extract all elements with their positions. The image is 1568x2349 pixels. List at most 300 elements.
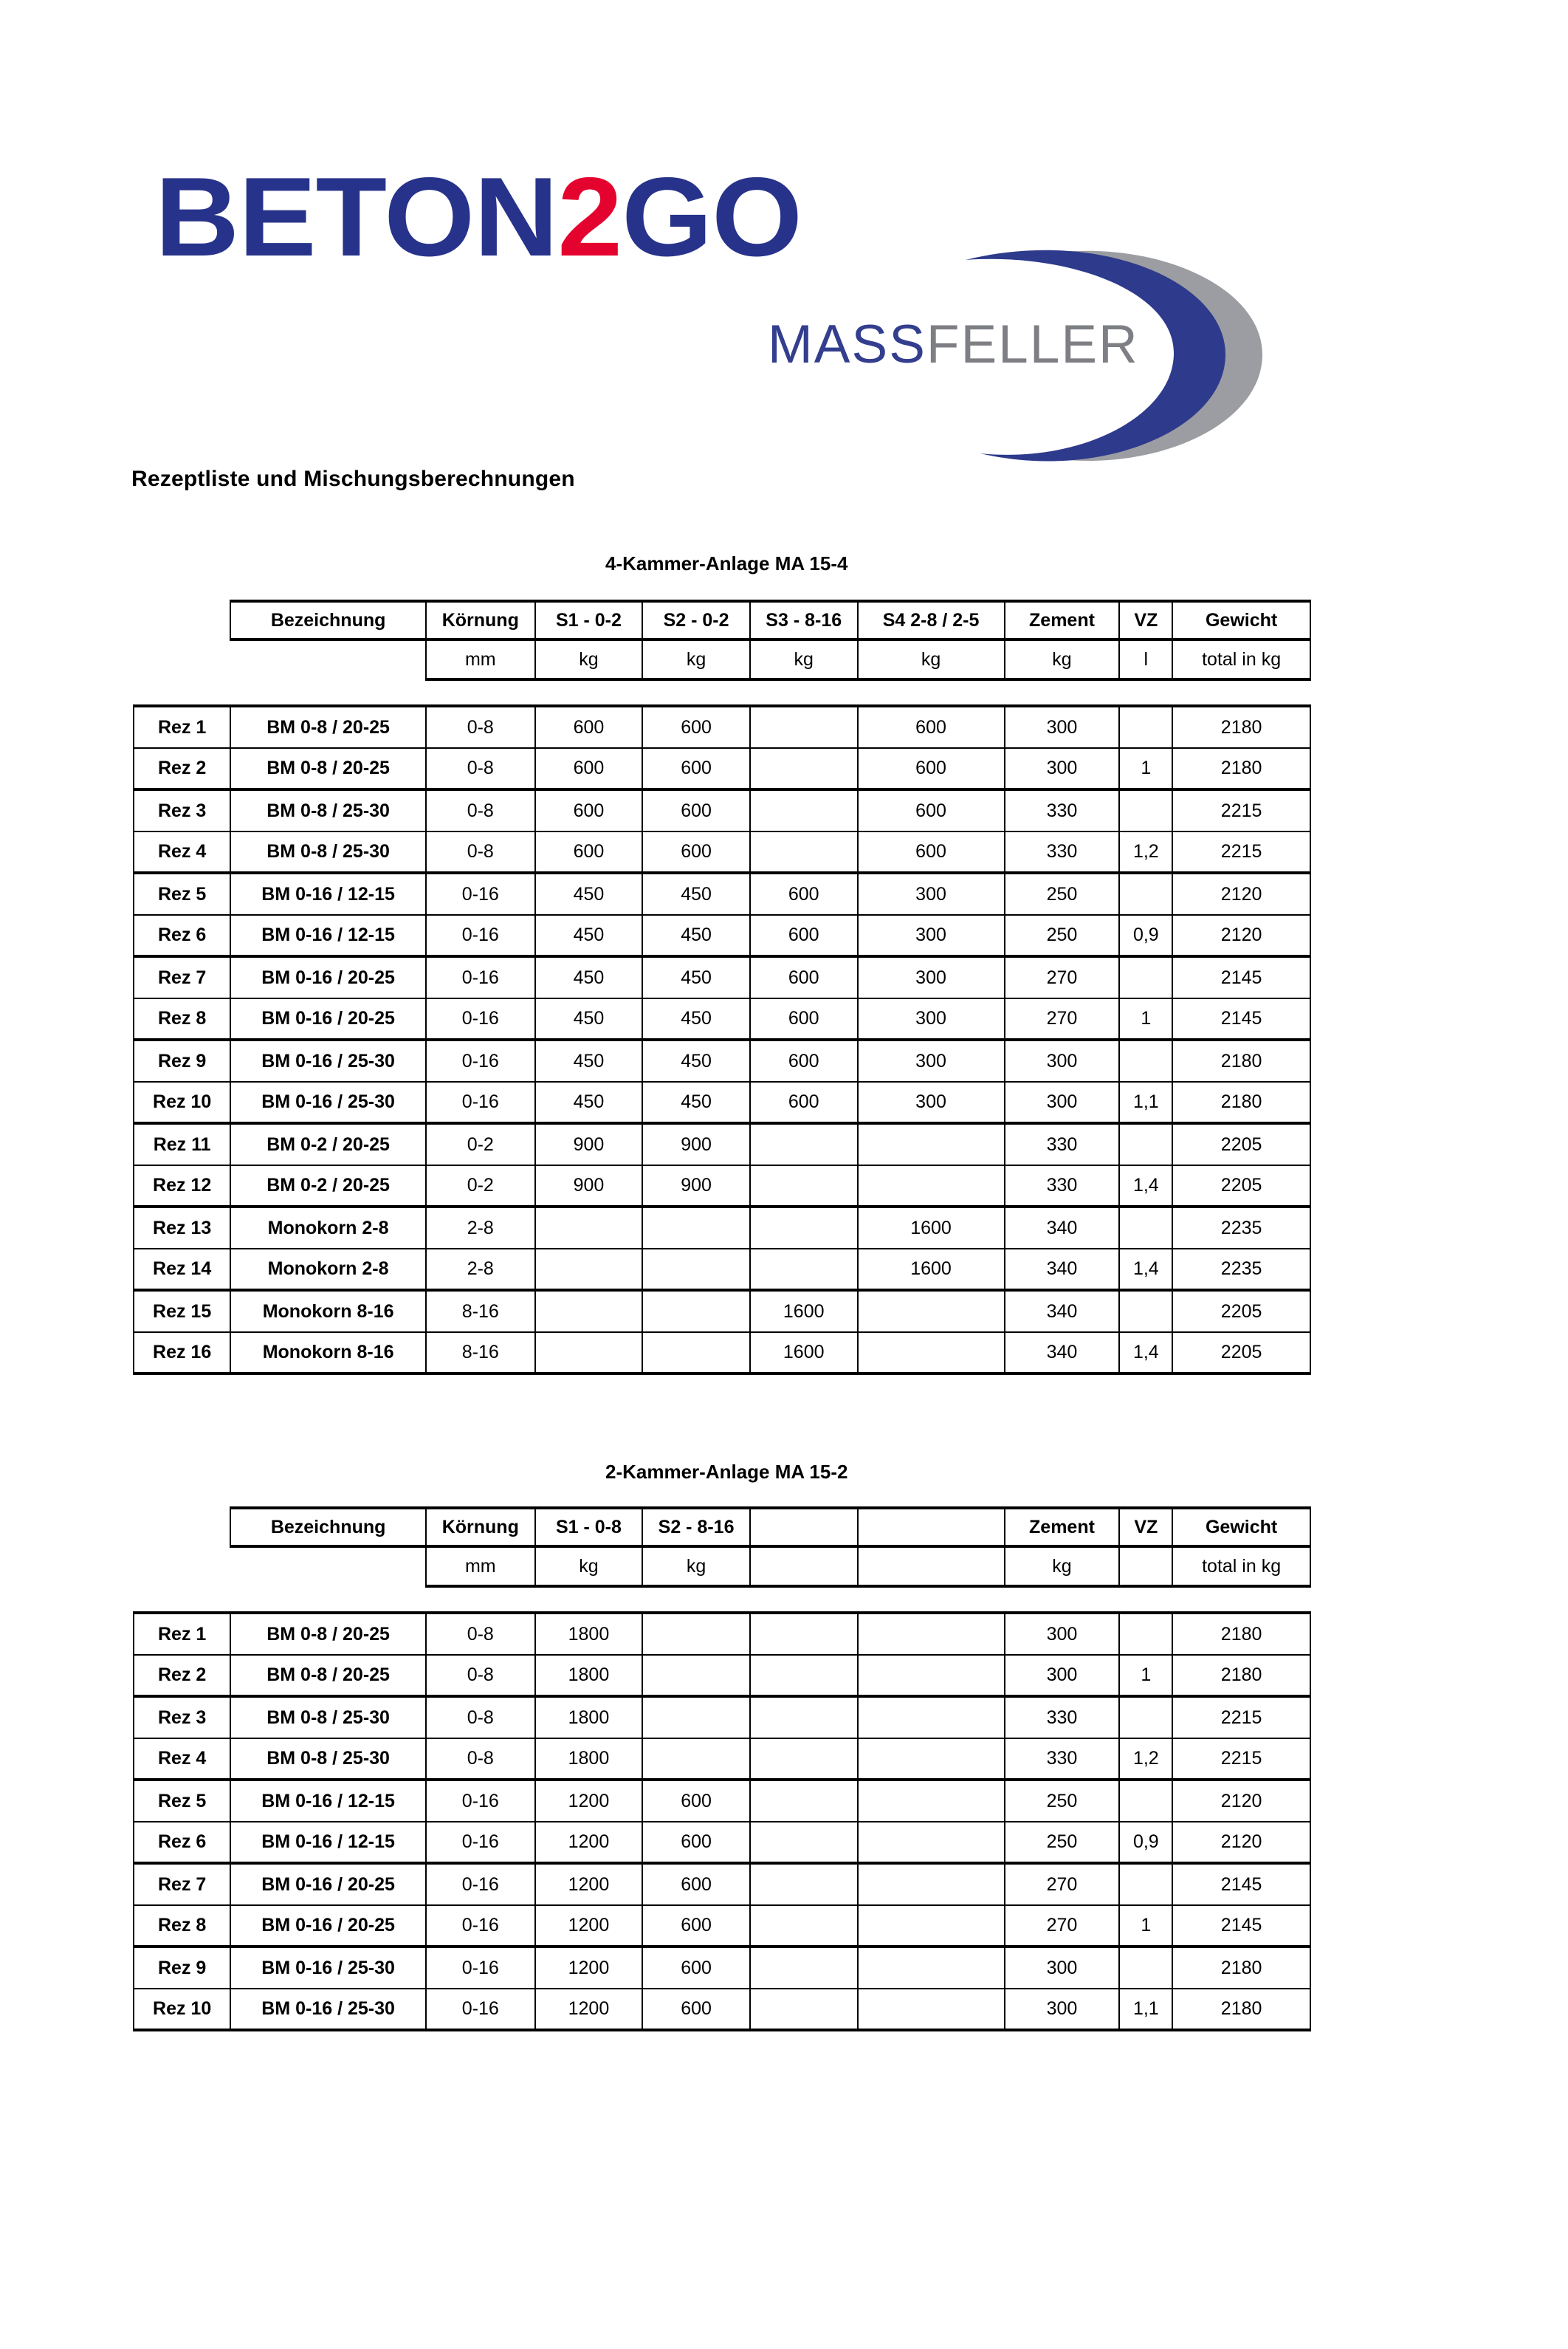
table-row	[134, 1332, 1310, 1374]
cell-s1: 600	[535, 748, 643, 790]
cell-s3	[750, 706, 858, 748]
cell-s3: 600	[750, 873, 858, 915]
cell-s1	[535, 1207, 643, 1249]
cell-s2	[642, 1696, 750, 1738]
cell-vz	[1119, 956, 1172, 998]
cell-bezeichnung: BM 0-8 / 20-25	[230, 748, 426, 790]
cell-koernung: 0-8	[426, 1655, 535, 1697]
cell-zement: 250	[1005, 1822, 1120, 1864]
cell-s2: 600	[642, 1947, 750, 1989]
cell-s3	[750, 1696, 858, 1738]
table-row	[134, 1947, 1310, 1989]
unit-cell-vz	[1119, 1546, 1172, 1586]
cell-s4: 600	[858, 789, 1005, 831]
cell-rez: Rez 4	[134, 831, 230, 874]
cell-koernung: 0-8	[426, 1613, 535, 1655]
cell-gewicht: 2180	[1172, 1082, 1310, 1124]
cell-rez: Rez 6	[134, 915, 230, 957]
cell-vz: 1	[1119, 998, 1172, 1040]
cell-bezeichnung: BM 0-16 / 12-15	[230, 915, 426, 957]
cell-s2	[642, 1613, 750, 1655]
cell-s3: 1600	[750, 1332, 858, 1374]
cell-bezeichnung: BM 0-16 / 25-30	[230, 1040, 426, 1082]
cell-s2	[642, 1655, 750, 1697]
cell-s1: 1800	[535, 1655, 643, 1697]
cell-s4	[858, 1863, 1005, 1905]
cell-s3	[750, 831, 858, 874]
header-cell-vz: VZ	[1119, 1508, 1172, 1546]
cell-vz	[1119, 1947, 1172, 1989]
cell-koernung: 0-16	[426, 915, 535, 957]
header-row-units	[134, 1546, 1310, 1586]
cell-vz	[1119, 1123, 1172, 1165]
cell-s2: 600	[642, 706, 750, 748]
cell-koernung: 0-16	[426, 1989, 535, 2031]
header-cell-zement: Zement	[1005, 601, 1120, 639]
cell-bezeichnung: BM 0-8 / 20-25	[230, 1613, 426, 1655]
table-row	[134, 1613, 1310, 1655]
cell-s2	[642, 1738, 750, 1780]
cell-s4: 300	[858, 873, 1005, 915]
cell-s3	[750, 1989, 858, 2031]
cell-s4: 600	[858, 831, 1005, 874]
cell-zement: 300	[1005, 1040, 1120, 1082]
cell-gewicht: 2205	[1172, 1332, 1310, 1374]
logo-subtitle-feller: FELLER	[926, 315, 1139, 374]
cell-s1: 1200	[535, 1905, 643, 1947]
cell-s2: 900	[642, 1165, 750, 1207]
cell-koernung: 0-2	[426, 1123, 535, 1165]
cell-s4	[858, 1290, 1005, 1332]
cell-gewicht: 2180	[1172, 1040, 1310, 1082]
cell-s3: 600	[750, 915, 858, 957]
header-cell-s2: S2 - 8-16	[642, 1508, 750, 1546]
cell-gewicht: 2145	[1172, 1905, 1310, 1947]
cell-gewicht: 2215	[1172, 831, 1310, 874]
table-row	[134, 1165, 1310, 1207]
cell-gewicht: 2145	[1172, 1863, 1310, 1905]
cell-zement: 340	[1005, 1249, 1120, 1291]
cell-zement: 270	[1005, 1863, 1120, 1905]
page-title: Rezeptliste und Mischungsberechnungen	[131, 467, 575, 491]
header-body-gap	[134, 1586, 1310, 1613]
cell-s2	[642, 1249, 750, 1291]
cell-vz: 1,1	[1119, 1082, 1172, 1124]
header-cell-gewicht: Gewicht	[1172, 1508, 1310, 1546]
cell-gewicht: 2120	[1172, 915, 1310, 957]
cell-rez: Rez 5	[134, 873, 230, 915]
section-title-table-2: 2-Kammer-Anlage MA 15-2	[605, 1461, 848, 1483]
cell-rez: Rez 15	[134, 1290, 230, 1332]
cell-s4: 600	[858, 748, 1005, 790]
cell-s3	[750, 1249, 858, 1291]
cell-s4: 600	[858, 706, 1005, 748]
cell-s4: 300	[858, 998, 1005, 1040]
cell-s3	[750, 748, 858, 790]
header-row-labels	[134, 1508, 1310, 1546]
unit-cell-s4: kg	[858, 639, 1005, 679]
cell-s1: 450	[535, 998, 643, 1040]
cell-koernung: 0-8	[426, 1738, 535, 1780]
cell-zement: 300	[1005, 706, 1120, 748]
cell-gewicht: 2205	[1172, 1290, 1310, 1332]
cell-koernung: 0-16	[426, 1947, 535, 1989]
cell-s1: 600	[535, 789, 643, 831]
cell-s3	[750, 1207, 858, 1249]
table-row	[134, 1123, 1310, 1165]
cell-s1: 450	[535, 1040, 643, 1082]
cell-vz: 1,2	[1119, 831, 1172, 874]
cell-s1: 600	[535, 706, 643, 748]
cell-zement: 330	[1005, 1123, 1120, 1165]
cell-s1: 450	[535, 873, 643, 915]
cell-s2	[642, 1332, 750, 1374]
unit-cell-bezeichnung	[230, 1546, 426, 1586]
cell-s4: 1600	[858, 1207, 1005, 1249]
unit-cell-empty-2	[858, 1546, 1005, 1586]
unit-cell-empty-1	[750, 1546, 858, 1586]
cell-vz: 1,2	[1119, 1738, 1172, 1780]
cell-vz: 1	[1119, 1655, 1172, 1697]
cell-vz	[1119, 1780, 1172, 1822]
unit-cell-s1: kg	[535, 639, 643, 679]
cell-bezeichnung: BM 0-16 / 25-30	[230, 1989, 426, 2031]
cell-s4	[858, 1655, 1005, 1697]
cell-vz	[1119, 789, 1172, 831]
table-row	[134, 1207, 1310, 1249]
cell-gewicht: 2180	[1172, 748, 1310, 790]
cell-zement: 270	[1005, 1905, 1120, 1947]
cell-s2: 600	[642, 789, 750, 831]
cell-s4	[858, 1822, 1005, 1864]
cell-rez: Rez 7	[134, 956, 230, 998]
cell-s3	[750, 1738, 858, 1780]
cell-s3	[750, 1863, 858, 1905]
header-cell-gewicht: Gewicht	[1172, 601, 1310, 639]
cell-bezeichnung: BM 0-2 / 20-25	[230, 1165, 426, 1207]
cell-vz: 1	[1119, 1905, 1172, 1947]
cell-s4	[858, 1123, 1005, 1165]
cell-koernung: 0-16	[426, 1822, 535, 1864]
cell-rez: Rez 4	[134, 1738, 230, 1780]
unit-cell-koernung: mm	[426, 1546, 535, 1586]
cell-s1: 900	[535, 1165, 643, 1207]
cell-s1: 1800	[535, 1696, 643, 1738]
cell-gewicht: 2180	[1172, 1989, 1310, 2031]
header-cell-bezeichnung: Bezeichnung	[230, 601, 426, 639]
cell-zement: 330	[1005, 1738, 1120, 1780]
cell-rez: Rez 9	[134, 1040, 230, 1082]
cell-s4: 1600	[858, 1249, 1005, 1291]
cell-gewicht: 2120	[1172, 1822, 1310, 1864]
cell-s2: 600	[642, 831, 750, 874]
cell-s4	[858, 1332, 1005, 1374]
cell-s1	[535, 1249, 643, 1291]
header-cell-koernung: Körnung	[426, 601, 535, 639]
header-cell-s2: S2 - 0-2	[642, 601, 750, 639]
cell-koernung: 0-2	[426, 1165, 535, 1207]
header-cell-s3: S3 - 8-16	[750, 601, 858, 639]
header-body-gap	[134, 679, 1310, 706]
cell-rez: Rez 3	[134, 789, 230, 831]
unit-cell-s3: kg	[750, 639, 858, 679]
gap-cell	[134, 679, 1310, 706]
table-row	[134, 873, 1310, 915]
table-row	[134, 1290, 1310, 1332]
cell-zement: 330	[1005, 789, 1120, 831]
table-row	[134, 998, 1310, 1040]
cell-bezeichnung: BM 0-16 / 20-25	[230, 1863, 426, 1905]
cell-zement: 270	[1005, 998, 1120, 1040]
table-row	[134, 789, 1310, 831]
header-cell-s1: S1 - 0-2	[535, 601, 643, 639]
cell-bezeichnung: BM 0-2 / 20-25	[230, 1123, 426, 1165]
cell-s2: 600	[642, 1822, 750, 1864]
cell-vz: 1,4	[1119, 1332, 1172, 1374]
cell-s2: 600	[642, 1863, 750, 1905]
cell-rez: Rez 16	[134, 1332, 230, 1374]
cell-s3	[750, 1655, 858, 1697]
cell-rez: Rez 3	[134, 1696, 230, 1738]
cell-bezeichnung: BM 0-8 / 25-30	[230, 789, 426, 831]
cell-s4: 300	[858, 915, 1005, 957]
cell-zement: 250	[1005, 873, 1120, 915]
cell-s4: 300	[858, 1082, 1005, 1124]
cell-s2: 600	[642, 748, 750, 790]
logo-subtitle-mass: MASS	[768, 315, 926, 374]
unit-cell-gewicht: total in kg	[1172, 1546, 1310, 1586]
cell-s4: 300	[858, 1040, 1005, 1082]
cell-koernung: 0-8	[426, 706, 535, 748]
cell-koernung: 0-16	[426, 1863, 535, 1905]
table-row	[134, 956, 1310, 998]
cell-koernung: 8-16	[426, 1332, 535, 1374]
cell-rez: Rez 8	[134, 1905, 230, 1947]
cell-zement: 250	[1005, 915, 1120, 957]
unit-cell-zement: kg	[1005, 1546, 1120, 1586]
unit-cell-bezeichnung	[230, 639, 426, 679]
cell-vz: 0,9	[1119, 1822, 1172, 1864]
cell-rez: Rez 7	[134, 1863, 230, 1905]
cell-s3: 600	[750, 956, 858, 998]
table-row	[134, 1780, 1310, 1822]
cell-vz: 1,1	[1119, 1989, 1172, 2031]
cell-bezeichnung: BM 0-16 / 25-30	[230, 1947, 426, 1989]
cell-gewicht: 2180	[1172, 1613, 1310, 1655]
cell-zement: 330	[1005, 831, 1120, 874]
cell-s1: 1200	[535, 1822, 643, 1864]
cell-s1: 450	[535, 915, 643, 957]
table-header-4-kammer	[134, 601, 1310, 706]
cell-zement: 330	[1005, 1696, 1120, 1738]
table-row	[134, 1040, 1310, 1082]
cell-vz	[1119, 873, 1172, 915]
cell-gewicht: 2180	[1172, 1655, 1310, 1697]
cell-s2: 450	[642, 915, 750, 957]
cell-gewicht: 2235	[1172, 1249, 1310, 1291]
cell-koernung: 0-16	[426, 956, 535, 998]
cell-s1: 1200	[535, 1780, 643, 1822]
cell-koernung: 0-16	[426, 873, 535, 915]
cell-vz	[1119, 1290, 1172, 1332]
cell-zement: 340	[1005, 1332, 1120, 1374]
cell-bezeichnung: BM 0-8 / 25-30	[230, 831, 426, 874]
cell-gewicht: 2215	[1172, 1738, 1310, 1780]
cell-rez: Rez 8	[134, 998, 230, 1040]
table-row	[134, 1249, 1310, 1291]
table-row	[134, 1082, 1310, 1124]
cell-s3: 600	[750, 1040, 858, 1082]
header-cell-bezeichnung: Bezeichnung	[230, 1508, 426, 1546]
header-cell-koernung: Körnung	[426, 1508, 535, 1546]
cell-rez: Rez 13	[134, 1207, 230, 1249]
cell-vz: 1	[1119, 748, 1172, 790]
cell-s2: 450	[642, 1040, 750, 1082]
cell-zement: 300	[1005, 1947, 1120, 1989]
cell-koernung: 2-8	[426, 1207, 535, 1249]
cell-vz: 1,4	[1119, 1249, 1172, 1291]
cell-rez: Rez 12	[134, 1165, 230, 1207]
table-row	[134, 1989, 1310, 2031]
cell-zement: 250	[1005, 1780, 1120, 1822]
cell-gewicht: 2120	[1172, 1780, 1310, 1822]
cell-vz	[1119, 1696, 1172, 1738]
cell-rez: Rez 9	[134, 1947, 230, 1989]
cell-bezeichnung: BM 0-16 / 12-15	[230, 1780, 426, 1822]
cell-gewicht: 2120	[1172, 873, 1310, 915]
cell-s2: 450	[642, 998, 750, 1040]
cell-s2: 600	[642, 1780, 750, 1822]
cell-s3	[750, 1123, 858, 1165]
cell-vz: 1,4	[1119, 1165, 1172, 1207]
cell-rez: Rez 10	[134, 1989, 230, 2031]
table-row	[134, 915, 1310, 957]
cell-koernung: 2-8	[426, 1249, 535, 1291]
cell-s1: 450	[535, 1082, 643, 1124]
cell-vz	[1119, 1207, 1172, 1249]
cell-zement: 300	[1005, 1082, 1120, 1124]
logo-wordmark-beton: BETON	[155, 154, 558, 280]
cell-koernung: 0-16	[426, 1082, 535, 1124]
cell-s1: 900	[535, 1123, 643, 1165]
cell-bezeichnung: BM 0-16 / 20-25	[230, 1905, 426, 1947]
cell-vz	[1119, 1613, 1172, 1655]
cell-s1	[535, 1290, 643, 1332]
cell-s1: 450	[535, 956, 643, 998]
table-row	[134, 1655, 1310, 1697]
cell-s4: 300	[858, 956, 1005, 998]
cell-vz	[1119, 1040, 1172, 1082]
unit-cell-rez	[134, 639, 230, 679]
cell-gewicht: 2215	[1172, 1696, 1310, 1738]
cell-zement: 300	[1005, 1613, 1120, 1655]
cell-rez: Rez 1	[134, 706, 230, 748]
unit-cell-s2: kg	[642, 1546, 750, 1586]
cell-s2: 450	[642, 956, 750, 998]
header-row-units	[134, 639, 1310, 679]
cell-zement: 300	[1005, 1989, 1120, 2031]
header-cell-s4: S4 2-8 / 2-5	[858, 601, 1005, 639]
header-cell-empty-2	[858, 1508, 1005, 1546]
cell-zement: 340	[1005, 1207, 1120, 1249]
unit-cell-vz: l	[1119, 639, 1172, 679]
cell-bezeichnung: BM 0-16 / 12-15	[230, 1822, 426, 1864]
cell-rez: Rez 5	[134, 1780, 230, 1822]
table-body-4-kammer	[134, 706, 1310, 1374]
header-cell-zement: Zement	[1005, 1508, 1120, 1546]
table-row	[134, 748, 1310, 790]
unit-cell-zement: kg	[1005, 639, 1120, 679]
cell-s1: 1200	[535, 1989, 643, 2031]
cell-s4	[858, 1613, 1005, 1655]
cell-zement: 340	[1005, 1290, 1120, 1332]
cell-bezeichnung: BM 0-8 / 25-30	[230, 1738, 426, 1780]
section-title-table-1: 4-Kammer-Anlage MA 15-4	[605, 552, 848, 575]
cell-gewicht: 2215	[1172, 789, 1310, 831]
header-cell-s1: S1 - 0-8	[535, 1508, 643, 1546]
logo-wordmark	[155, 154, 802, 280]
cell-s3	[750, 1947, 858, 1989]
cell-s3: 600	[750, 1082, 858, 1124]
cell-bezeichnung: BM 0-16 / 25-30	[230, 1082, 426, 1124]
cell-s2: 600	[642, 1989, 750, 2031]
cell-koernung: 0-8	[426, 789, 535, 831]
cell-bezeichnung: BM 0-16 / 20-25	[230, 956, 426, 998]
cell-rez: Rez 14	[134, 1249, 230, 1291]
cell-bezeichnung: BM 0-8 / 25-30	[230, 1696, 426, 1738]
cell-s4	[858, 1989, 1005, 2031]
cell-gewicht: 2180	[1172, 1947, 1310, 1989]
table-row	[134, 1696, 1310, 1738]
cell-s2	[642, 1207, 750, 1249]
cell-s2: 450	[642, 1082, 750, 1124]
cell-bezeichnung: BM 0-8 / 20-25	[230, 706, 426, 748]
table-row	[134, 706, 1310, 748]
cell-s1: 1200	[535, 1863, 643, 1905]
cell-bezeichnung: BM 0-16 / 12-15	[230, 873, 426, 915]
cell-bezeichnung: BM 0-16 / 20-25	[230, 998, 426, 1040]
cell-s2	[642, 1290, 750, 1332]
cell-rez: Rez 6	[134, 1822, 230, 1864]
cell-s2: 450	[642, 873, 750, 915]
cell-gewicht: 2205	[1172, 1165, 1310, 1207]
cell-gewicht: 2180	[1172, 706, 1310, 748]
cell-s1: 1800	[535, 1738, 643, 1780]
cell-s1	[535, 1332, 643, 1374]
cell-zement: 330	[1005, 1165, 1120, 1207]
cell-koernung: 8-16	[426, 1290, 535, 1332]
cell-s4	[858, 1905, 1005, 1947]
cell-koernung: 0-8	[426, 748, 535, 790]
table-row	[134, 1905, 1310, 1947]
logo-swoosh-icon	[878, 244, 1292, 465]
cell-s2: 600	[642, 1905, 750, 1947]
cell-s1: 600	[535, 831, 643, 874]
cell-s3	[750, 1905, 858, 1947]
unit-cell-s2: kg	[642, 639, 750, 679]
cell-s3: 1600	[750, 1290, 858, 1332]
unit-cell-s1: kg	[535, 1546, 643, 1586]
cell-s3: 600	[750, 998, 858, 1040]
cell-s3	[750, 1780, 858, 1822]
gap-cell	[134, 1586, 1310, 1613]
table-row	[134, 1822, 1310, 1864]
cell-rez: Rez 2	[134, 748, 230, 790]
cell-s1: 1800	[535, 1613, 643, 1655]
cell-koernung: 0-16	[426, 1040, 535, 1082]
cell-s3	[750, 1613, 858, 1655]
table-row	[134, 1863, 1310, 1905]
